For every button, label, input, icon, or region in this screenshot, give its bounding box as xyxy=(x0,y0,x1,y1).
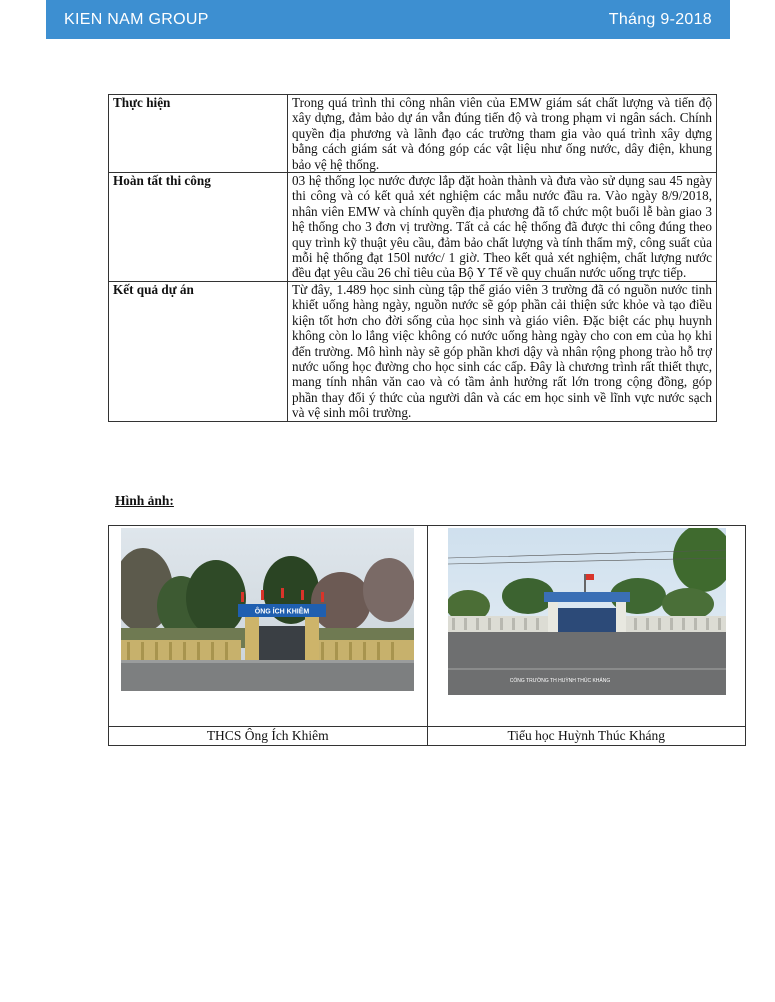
row-label: Kết quả dự án xyxy=(109,281,288,421)
photo-caption: THCS Ông Ích Khiêm xyxy=(109,727,428,746)
row-label: Hoàn tất thi công xyxy=(109,173,288,282)
images-section-title: Hình ảnh: xyxy=(115,493,174,508)
header-date: Tháng 9-2018 xyxy=(608,10,712,28)
photo-caption: Tiểu học Huỳnh Thúc Kháng xyxy=(427,727,746,746)
school-photo-huynh-thuc-khang xyxy=(448,528,726,695)
page-header xyxy=(46,0,730,39)
photo-sign-text: CỔNG TRƯỜNG TH HUỲNH THÚC KHÁNG xyxy=(509,678,610,684)
row-text: 03 hệ thống lọc nước được lắp đặt hoàn thành và đưa vào sử dụng sau 45 ngày thi công và có kết quả xét nghiệm các mẫu nước đầu ra. Vào ngày 8/9/2018, nhân viên EMW và chính quyền địa phương đã tổ chức một buổi lễ bàn giao 3 hệ thống cho 3 đơn vị trường. Tất cả các hệ thống đã được thi công đúng theo quy trình kỹ thuật yêu cầu, đảm bảo chất lượng và tính thẩm mỹ, công suất của mỗi hệ thống đạt 150l nước/ 1 giờ. Theo kết quả xét nghiệm, chất lượng nước đều đạt yêu cầu 26 chỉ tiêu của Bộ Y Tế về quy chuẩn nước uống trực tiếp. xyxy=(288,173,717,282)
table-row xyxy=(109,281,717,421)
photo-cell xyxy=(427,526,746,727)
header-company-name: KIEN NAM GROUP xyxy=(64,10,209,28)
photo-table xyxy=(108,525,746,746)
table-row xyxy=(109,95,717,173)
project-info-table xyxy=(108,94,717,422)
photo-cell xyxy=(109,526,428,727)
row-text: Từ đây, 1.489 học sinh cùng tập thể giáo viên 3 trường đã có nguồn nước tinh khiết uống hàng ngày, nguồn nước sẽ góp phần cải thiện sức khỏe và tạo điều kiện tốt hơn cho đời sống của học sinh và giáo viên. Đặc biệt các phụ huynh không còn lo lắng việc không có nước uống hàng ngày cho con em của họ khi đến trường. Mô hình này sẽ góp phần khơi dậy và nhân rộng phong trào hỗ trợ nước uống học đường cho học sinh các cấp. Đây là chương trình rất thiết thực, mang tính nhân văn cao và có tầm ảnh hưởng rất lớn trong cộng đồng, góp phần thay đổi ý thức của người dân và các em học sinh về lĩnh vực nước sạch và vệ sinh môi trường. xyxy=(288,281,717,421)
school-photo-ong-ich-khiem xyxy=(121,528,414,691)
row-text: Trong quá trình thi công nhân viên của EMW giám sát chất lượng và tiến độ xây dựng, đảm bảo dự án vẫn đúng tiến độ và trong phạm vi ngân sách. Chính quyền địa phương và lãnh đạo các trường tham gia vào quá trình xây dựng bằng cách giám sát và đóng góp các vật liệu như ống nước, dây điện, khung bảo vệ hệ thống. xyxy=(288,95,717,173)
photo-sign-text: ÔNG ÍCH KHIÊM xyxy=(254,608,310,616)
row-label: Thực hiện xyxy=(109,95,288,173)
table-row xyxy=(109,173,717,282)
